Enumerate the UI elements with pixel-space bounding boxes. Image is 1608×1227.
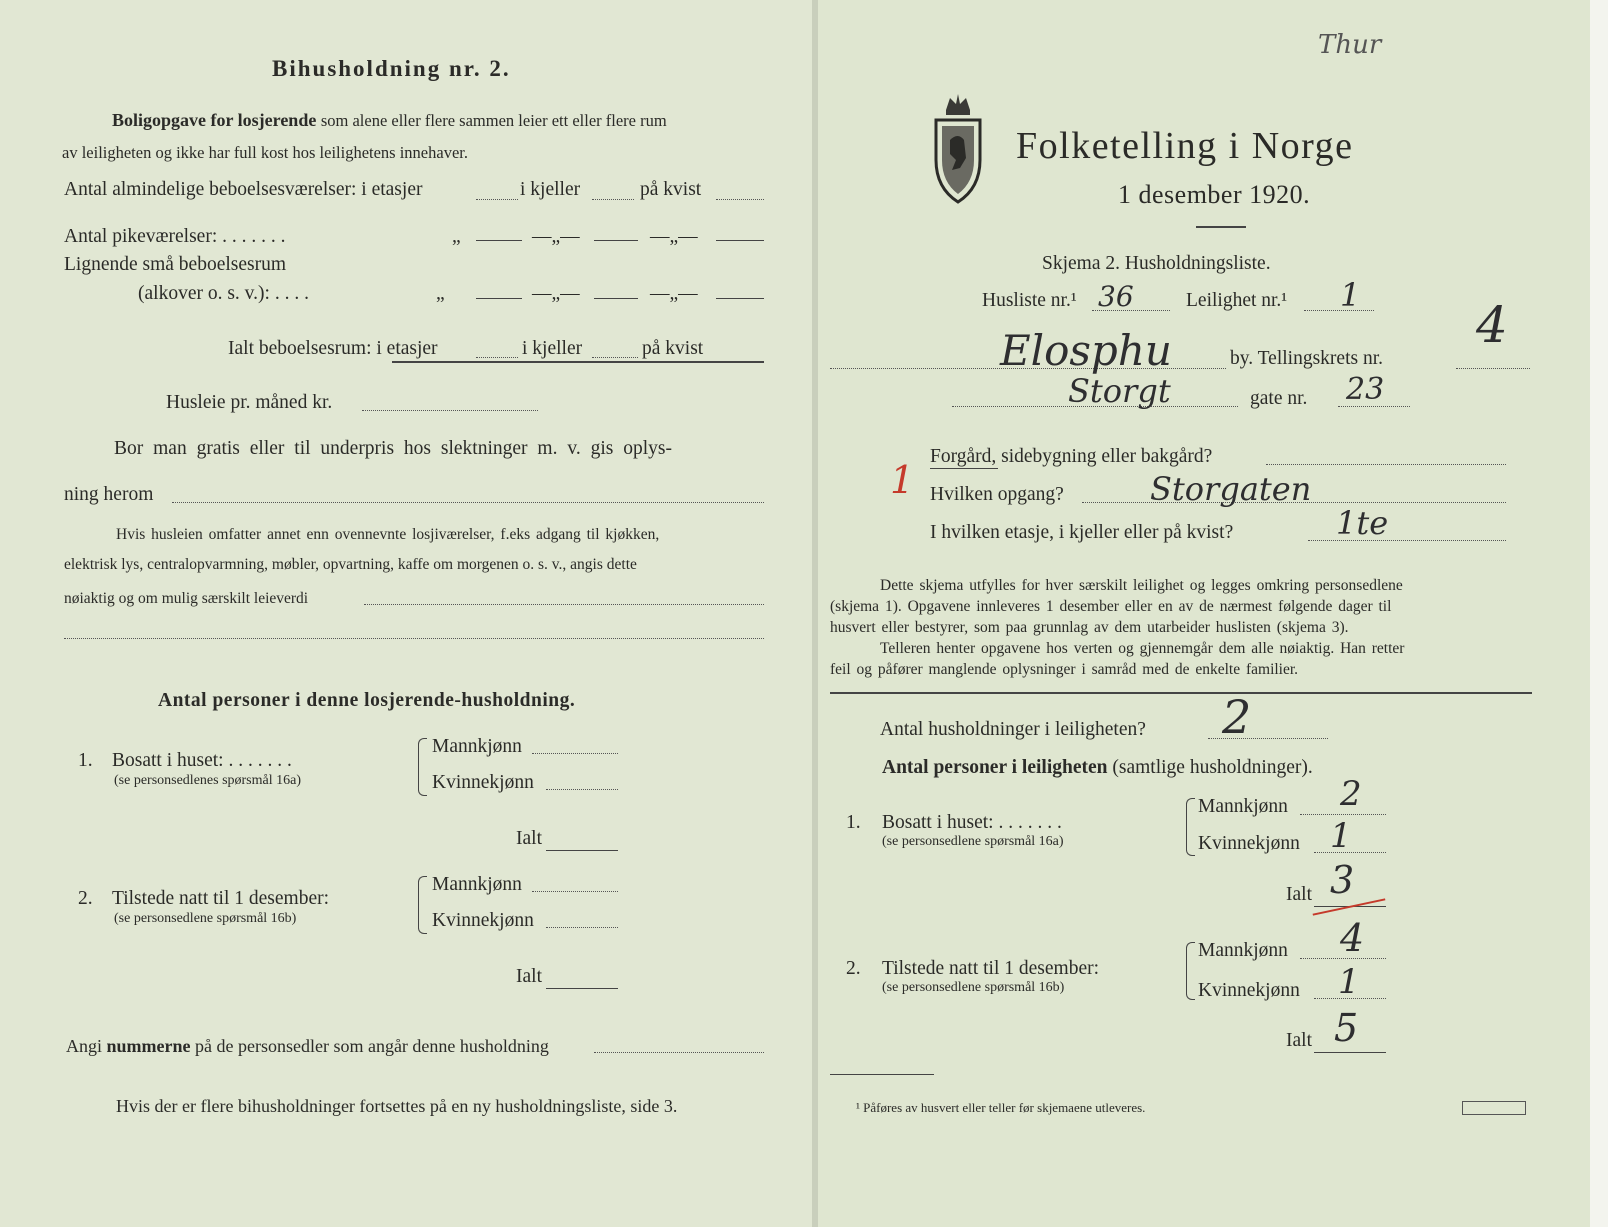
- right-q2-kvinne-value: 1: [1338, 962, 1360, 1002]
- row4-kvist: på kvist: [642, 338, 704, 359]
- paper-edge: [1590, 0, 1608, 1227]
- footnote-rule: [830, 1074, 934, 1075]
- note-line-1: Hvis husleien omfatter annet enn ovennevnte losjiværelser, f.eks adgang til kjøkken,: [116, 526, 660, 543]
- row3-ditto-3: —„—: [650, 283, 698, 304]
- info-line-2: (skjema 1). Opgavene innleveres 1 desember eller en av de nærmest følgende dager til: [830, 598, 1392, 615]
- krets-field[interactable]: [1456, 368, 1530, 369]
- row3-ditto-2: —„—: [532, 283, 580, 304]
- right-q2-mann-value: 4: [1340, 916, 1365, 960]
- left-q2-ialt: Ialt: [516, 966, 542, 987]
- left-q2-mann-field[interactable]: [532, 891, 618, 892]
- gate-label: gate nr.: [1250, 388, 1308, 409]
- left-q2-label: Tilstede natt til 1 desember:: [112, 888, 330, 909]
- right-q2-ialt-field[interactable]: [1314, 1052, 1386, 1053]
- right-q1-num: 1.: [846, 812, 861, 833]
- gratis-field[interactable]: [172, 502, 764, 503]
- note-field-1[interactable]: [364, 604, 764, 605]
- angi-line: [66, 1036, 549, 1057]
- row3-field-1[interactable]: [476, 298, 522, 299]
- right-q2-mann: Mannkjønn: [1198, 940, 1288, 961]
- row4-total-rule: [392, 361, 764, 363]
- skjema-label: Skjema 2. Husholdningsliste.: [1042, 253, 1271, 274]
- row3-field-2[interactable]: [594, 298, 638, 299]
- right-q1-mann: Mannkjønn: [1198, 796, 1288, 817]
- left-q2-kvinne: Kvinnekjønn: [432, 910, 534, 931]
- forgard-field[interactable]: [1266, 464, 1506, 465]
- intro-line-2: av leiligheten og ikke har full kost hos leilighetens innehaver.: [62, 143, 468, 162]
- note-field-2[interactable]: [64, 638, 764, 639]
- row2-ditto-1: „: [452, 226, 461, 247]
- intro-rest: som alene eller flere sammen leier ett eller flere rum: [320, 111, 667, 130]
- pers-line: [882, 757, 1313, 779]
- right-q1-mann-field[interactable]: [1300, 814, 1386, 815]
- right-q1-brace: [1186, 798, 1195, 856]
- row1-kjeller: i kjeller: [520, 179, 581, 200]
- leilighet-value: 1: [1340, 276, 1361, 314]
- info-line-4: Telleren henter opgavene hos verten og gjennemgår dem alle nøiaktig. Han retter: [880, 640, 1405, 657]
- right-q2-ialt: Ialt: [1286, 1030, 1312, 1051]
- forgard-underline: [930, 468, 998, 469]
- left-q1-ialt: Ialt: [516, 828, 542, 849]
- printer-stamp: [1462, 1101, 1526, 1115]
- row1-kvist: på kvist: [640, 179, 702, 200]
- right-q2-num: 2.: [846, 958, 861, 979]
- right-q2-brace: [1186, 942, 1195, 1000]
- by-value: Elosphu: [1000, 326, 1172, 375]
- coat-of-arms-icon: [930, 88, 986, 206]
- info-line-3: husvert eller bestyrer, som paa grunnlag av dem utarbeider huslisten (skjema 3).: [830, 619, 1349, 636]
- row1-kjeller-field[interactable]: [592, 199, 634, 200]
- row2-field-2[interactable]: [594, 240, 638, 241]
- right-q2-label: Tilstede natt til 1 desember:: [882, 958, 1100, 979]
- row1-etasjer-field[interactable]: [476, 199, 518, 200]
- hush-label: Antal husholdninger i leiligheten?: [880, 719, 1146, 740]
- row3-ditto-1: „: [436, 283, 445, 304]
- pers-bold: Antal personer i leiligheten: [882, 757, 1108, 778]
- left-q2-sub: (se personsedlene spørsmål 16b): [114, 911, 297, 926]
- left-q1-mann-field[interactable]: [532, 753, 618, 754]
- left-q1-num: 1.: [78, 750, 93, 771]
- leilighet-label: Leilighet nr.¹: [1186, 290, 1288, 311]
- husliste-label: Husliste nr.¹: [982, 290, 1077, 311]
- right-title: Folketelling i Norge: [1016, 125, 1354, 167]
- left-q2-brace: [418, 876, 427, 934]
- title-rule: [1196, 226, 1246, 228]
- etasje-label: I hvilken etasje, i kjeller eller på kvist?: [930, 522, 1234, 543]
- husleie-label: Husleie pr. måned kr.: [166, 392, 333, 413]
- right-q1-label: Bosatt i huset: . . . . . . .: [882, 812, 1062, 833]
- left-q1-ialt-field[interactable]: [546, 850, 618, 851]
- info-line-1: Dette skjema utfylles for hver særskilt leilighet og legges omkring personsedlene: [880, 577, 1403, 594]
- forgard-mark: 1: [890, 458, 915, 502]
- krets-value: 4: [1476, 296, 1508, 354]
- left-footer: Hvis der er flere bihusholdninger fortsettes på en ny husholdningsliste, side 3.: [116, 1096, 678, 1116]
- left-q2-num: 2.: [78, 888, 93, 909]
- left-q1-label: Bosatt i huset: . . . . . . .: [112, 750, 292, 771]
- husleie-field[interactable]: [362, 410, 538, 411]
- antal-heading: Antal personer i denne losjerende-husholdning.: [158, 690, 576, 711]
- right-q1-mann-value: 2: [1340, 774, 1362, 814]
- husliste-value: 36: [1098, 280, 1134, 313]
- left-title: Bihusholdning nr. 2.: [272, 56, 511, 81]
- right-date: 1 desember 1920.: [1118, 180, 1311, 209]
- opgang-value: Storgaten: [1150, 470, 1312, 508]
- gratis-line-2: ning herom: [64, 484, 154, 505]
- row3-field-3[interactable]: [716, 298, 764, 299]
- etasje-value: 1te: [1336, 504, 1389, 542]
- row1-kvist-field[interactable]: [716, 199, 764, 200]
- note-line-3: nøiaktig og om mulig særskilt leieverdi: [64, 590, 309, 607]
- row1-label: Antal almindelige beboelsesværelser: i etasjer: [64, 179, 423, 200]
- corner-handwriting: Thur: [1318, 30, 1382, 60]
- intro-bold: Boligopgave for losjerende: [112, 110, 317, 130]
- hush-value: 2: [1222, 690, 1252, 744]
- row4-kjeller: i kjeller: [522, 338, 583, 359]
- left-q1-brace: [418, 738, 427, 796]
- right-q1-ialt-value: 3: [1330, 858, 1355, 902]
- right-q1-ialt: Ialt: [1286, 884, 1312, 905]
- row2-field-3[interactable]: [716, 240, 764, 241]
- left-q1-sub: (se personsedlenes spørsmål 16a): [114, 773, 302, 788]
- right-q1-kvinne-value: 1: [1330, 816, 1352, 856]
- row2-ditto-2: —„—: [532, 226, 580, 247]
- angi-field[interactable]: [594, 1052, 764, 1053]
- right-q2-kvinne: Kvinnekjønn: [1198, 980, 1300, 1001]
- forgard-label: Forgård, sidebygning eller bakgård?: [930, 446, 1213, 467]
- gate-value: Storgt: [1068, 372, 1171, 410]
- row4-etasjer-field[interactable]: [476, 357, 518, 358]
- angi-a: Angi: [66, 1036, 102, 1056]
- right-q1-sub: (se personsedlene spørsmål 16a): [882, 834, 1064, 849]
- right-q2-ialt-value: 5: [1334, 1006, 1359, 1050]
- angi-c: på de personsedler som angår denne husholdning: [195, 1036, 549, 1056]
- left-q2-kvinne-field[interactable]: [546, 927, 618, 928]
- intro-line-1: [112, 110, 667, 131]
- note-line-2: elektrisk lys, centralopvarmning, møbler, opvartning, kaffe om morgenen o. s. v., angis dette: [64, 556, 637, 573]
- row2-ditto-3: —„—: [650, 226, 698, 247]
- info-line-5: feil og påfører manglende oplysninger i samråd med de enkelte familier.: [830, 661, 1299, 678]
- left-q1-mann: Mannkjønn: [432, 736, 522, 757]
- pers-rest: (samtlige husholdninger).: [1112, 757, 1313, 778]
- info-rule: [830, 692, 1532, 694]
- right-q2-sub: (se personsedlene spørsmål 16b): [882, 980, 1065, 995]
- gate-nr-value: 23: [1346, 372, 1385, 407]
- left-q2-ialt-field[interactable]: [546, 988, 618, 989]
- row4-kjeller-field[interactable]: [592, 357, 638, 358]
- row3-label-b: (alkover o. s. v.): . . . .: [138, 283, 309, 304]
- by-label: by. Tellingskrets nr.: [1230, 348, 1384, 369]
- row2-field-1[interactable]: [476, 240, 522, 241]
- left-q2-mann: Mannkjønn: [432, 874, 522, 895]
- footnote: ¹ Påføres av husvert eller teller før skjemaene utleveres.: [856, 1100, 1146, 1115]
- row3-label-a: Lignende små beboelsesrum: [64, 254, 287, 275]
- left-q1-kvinne: Kvinnekjønn: [432, 772, 534, 793]
- row4-label: Ialt beboelsesrum: i etasjer: [228, 338, 438, 359]
- left-q1-kvinne-field[interactable]: [546, 789, 618, 790]
- gratis-line-1: Bor man gratis eller til underpris hos slektninger m. v. gis oplys-: [114, 438, 672, 459]
- leilighet-field[interactable]: [1304, 310, 1374, 311]
- opgang-label: Hvilken opgang?: [930, 484, 1064, 505]
- row2-label: Antal pikeværelser: . . . . . . .: [64, 226, 286, 247]
- right-q1-kvinne: Kvinnekjønn: [1198, 833, 1300, 854]
- angi-b: nummerne: [106, 1036, 191, 1056]
